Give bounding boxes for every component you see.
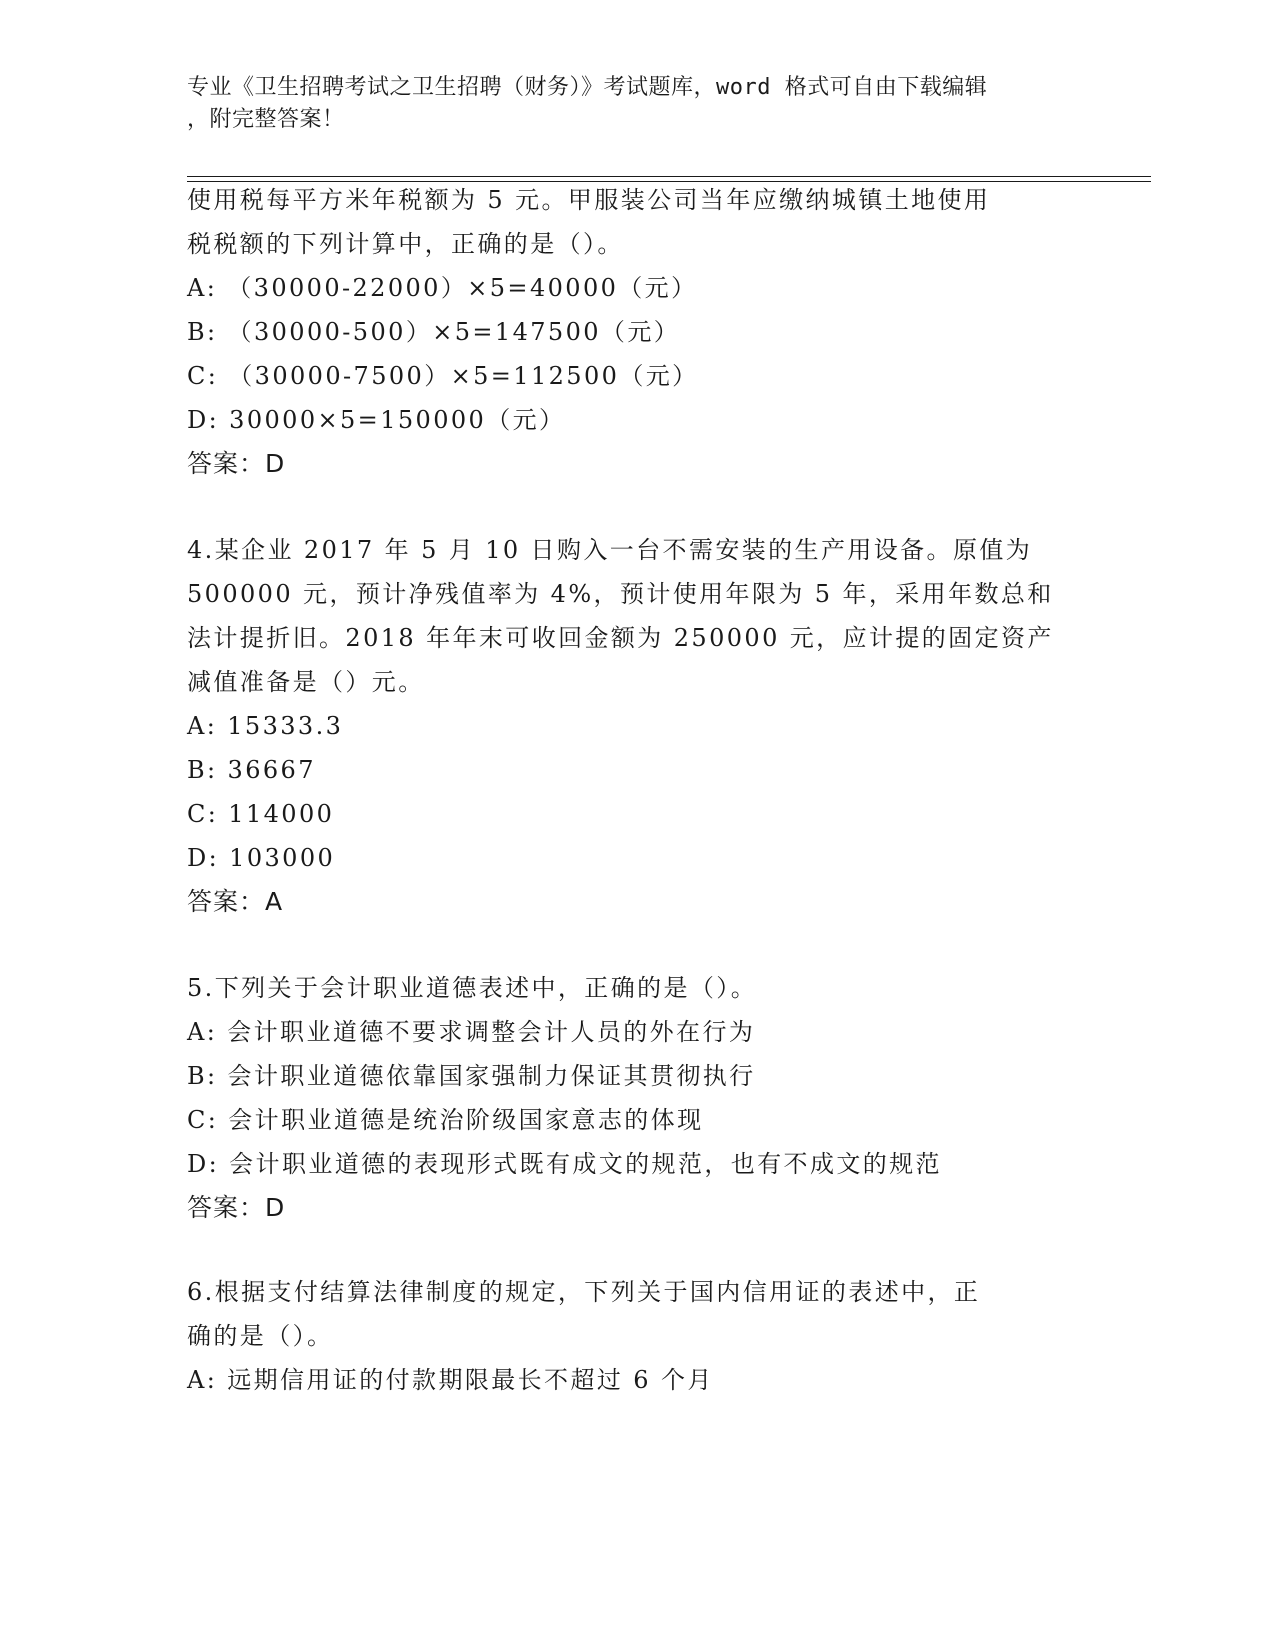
q3-option-d: D: 30000×5=150000（元）	[187, 406, 566, 434]
q5-option-d: D: 会计职业道德的表现形式既有成文的规范，也有不成文的规范	[187, 1150, 942, 1178]
document-header: 专业《卫生招聘考试之卫生招聘（财务）》考试题库，word 格式可自由下载编辑 ，附完整答案！	[187, 75, 988, 132]
q4-option-a: A: 15333.3	[187, 712, 344, 740]
q3-answer: 答案：D	[187, 449, 286, 478]
q4-stem-line-4: 减值准备是（）元。	[187, 668, 425, 696]
q5-option-a: A: 会计职业道德不要求调整会计人员的外在行为	[187, 1018, 756, 1046]
q5-answer: 答案：D	[187, 1193, 286, 1222]
q5-stem-line-1: 5.下列关于会计职业道德表述中，正确的是（）。	[187, 974, 758, 1002]
q3-option-b: B: （30000-500）×5=147500（元）	[187, 318, 681, 346]
q3-stem-line-2: 税税额的下列计算中，正确的是（）。	[187, 230, 624, 258]
q5-option-c: C: 会计职业道德是统治阶级国家意志的体现	[187, 1106, 704, 1134]
header-divider-bottom	[187, 181, 1151, 182]
q6-stem-line-2: 确的是（）。	[187, 1322, 334, 1350]
q6-stem-line-1: 6.根据支付结算法律制度的规定，下列关于国内信用证的表述中，正	[187, 1278, 981, 1306]
q4-stem-line-2: 500000 元，预计净残值率为 4%，预计使用年限为 5 年，采用年数总和	[187, 580, 1054, 608]
q3-stem-line-1: 使用税每平方米年税额为 5 元。甲服装公司当年应缴纳城镇土地使用	[187, 186, 991, 214]
q3-option-a: A: （30000-22000）×5=40000（元）	[187, 274, 698, 302]
q4-option-d: D: 103000	[187, 844, 336, 872]
q4-answer: 答案：A	[187, 887, 284, 916]
header-divider-top	[187, 176, 1151, 177]
q4-stem-line-1: 4.某企业 2017 年 5 月 10 日购入一台不需安装的生产用设备。原值为	[187, 536, 1033, 564]
q6-option-a: A: 远期信用证的付款期限最长不超过 6 个月	[187, 1366, 714, 1394]
q4-option-b: B: 36667	[187, 756, 316, 784]
q3-option-c: C: （30000-7500）×5=112500（元）	[187, 362, 699, 390]
q4-option-c: C: 114000	[187, 800, 335, 828]
q5-option-b: B: 会计职业道德依靠国家强制力保证其贯彻执行	[187, 1062, 756, 1090]
q4-stem-line-3: 法计提折旧。2018 年年末可收回金额为 250000 元，应计提的固定资产	[187, 624, 1054, 652]
